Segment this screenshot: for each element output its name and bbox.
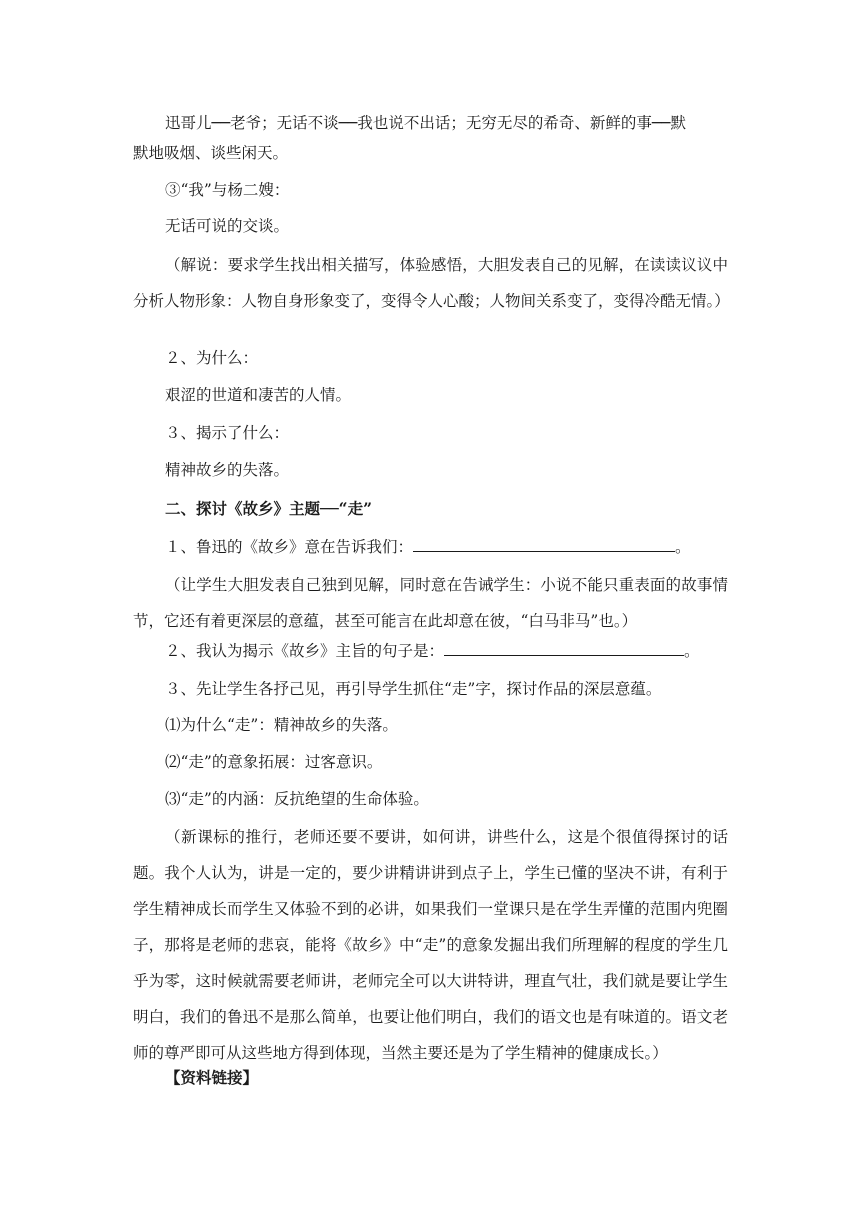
question-text: ２、我认为揭示《故乡》主旨的句子是： <box>165 642 445 660</box>
text-line: ③“我”与杨二嫂： <box>165 181 290 199</box>
question-line <box>165 537 691 557</box>
section-heading: 【资料链接】 <box>165 1068 259 1087</box>
question-line <box>165 641 700 661</box>
text-line: 无话可说的交谈。 <box>165 217 290 235</box>
text-line: 默地吸烟、谈些闲天。 <box>133 144 289 162</box>
question-suffix: 。 <box>675 538 691 556</box>
text-line: 精神故乡的失落。 <box>165 461 290 479</box>
text-line: 艰涩的世道和凄苦的人情。 <box>165 386 352 404</box>
commentary-paragraph: （解说：要求学生找出相关描写，体验感悟，大胆发表自己的见解，在读读议议中分析人物形象：人物自身形象变了，变得令人心酸；人物间关系变了，变得冷酷无情。） <box>133 256 730 310</box>
question-text: １、鲁迅的《故乡》意在告诉我们： <box>165 538 414 556</box>
section-heading: 二、探讨《故乡》主题──“走” <box>165 499 372 518</box>
text-line: ⑵“走”的意象拓展：过客意识。 <box>165 753 383 771</box>
answer-blank[interactable] <box>444 641 684 656</box>
answer-blank[interactable] <box>413 537 675 552</box>
text-line: ⑶“走”的内涵：反抗绝望的生命体验。 <box>165 790 429 808</box>
text-line: ３、先让学生各抒己见，再引导学生抓住“走”字，探讨作品的深层意蕴。 <box>165 680 662 698</box>
text-line: ３、揭示了什么： <box>165 424 290 442</box>
text-line: 迅哥儿──老爷；无话不谈──我也说不出话；无穷无尽的希奇、新鲜的事──默 <box>165 114 686 132</box>
commentary-paragraph: （新课标的推行，老师还要不要讲，如何讲，讲些什么，这是个很值得探讨的话题。我个人认为，讲是一定的，要少讲精讲讲到点子上，学生已懂的坚决不讲，有利于学生精神成长而学生又体验不到的必讲，如果我们一堂课只是在学生弄懂的范围内兜圈子，那将是老师的悲哀，能将《故乡》中“走”的意象发掘出我们所理解的程度的学生几乎为零，这时候就需要老师讲，老师完全可以大讲特讲，理直气壮，我们就是要让学生明白，我们的鲁迅不是那么简单，也要让他们明白，我们的语文也是有味道的。语文老师的尊严即可从这些地方得到体现，当然主要还是为了学生精神的健康成长。） <box>133 828 728 1062</box>
question-suffix: 。 <box>684 642 700 660</box>
text-line: ⑴为什么“走”：精神故乡的失落。 <box>165 716 398 734</box>
commentary-paragraph: （让学生大胆发表自己独到见解，同时意在告诫学生：小说不能只重表面的故事情节，它还有着更深层的意蕴，甚至可能言在此却意在彼，“白马非马”也。） <box>133 576 728 630</box>
text-line: ２、为什么： <box>165 349 259 367</box>
